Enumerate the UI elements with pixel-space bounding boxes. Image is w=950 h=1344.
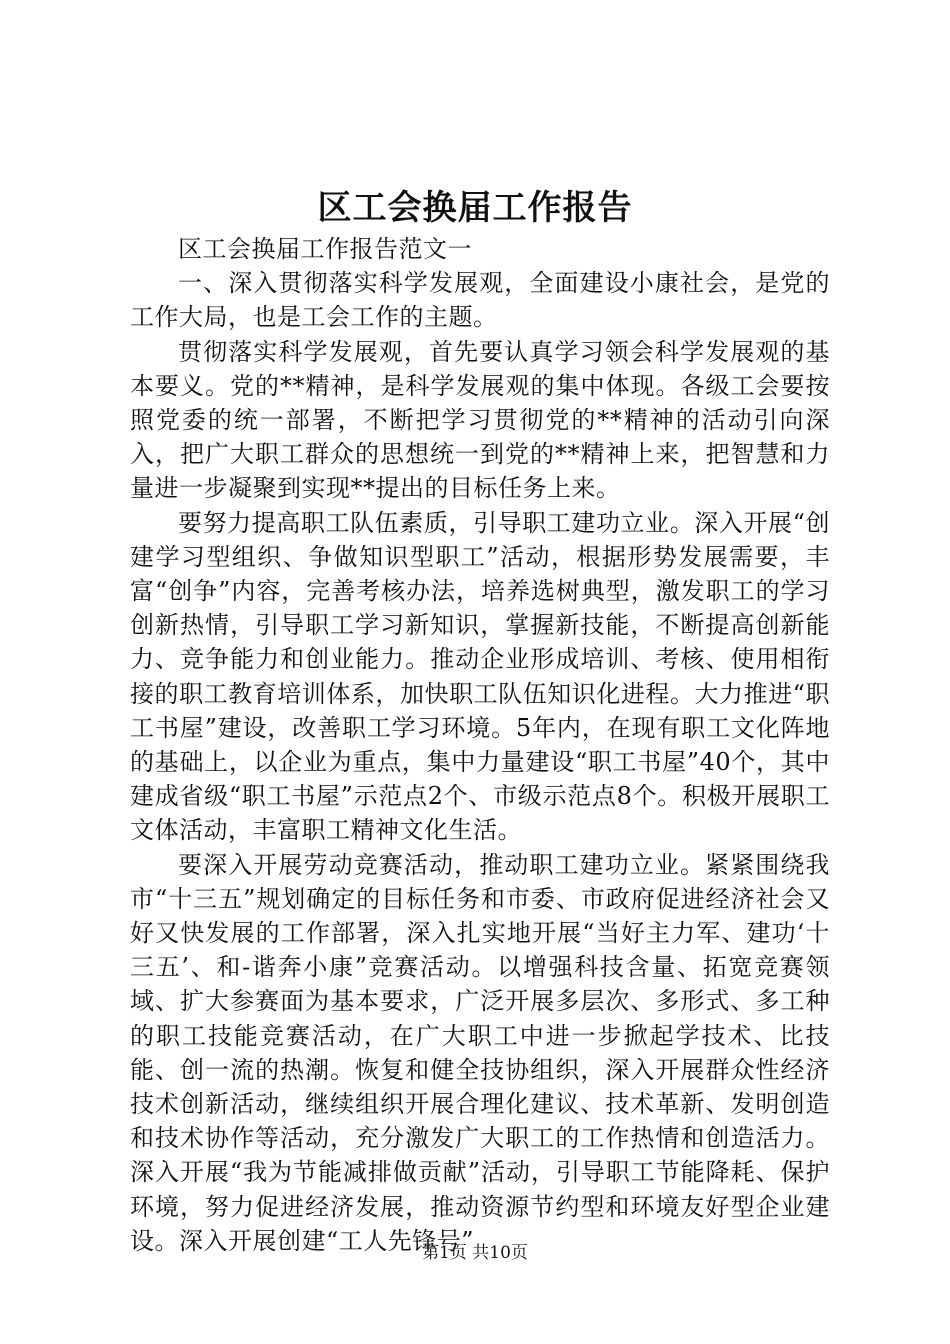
paragraph-3: 要努力提高职工队伍素质，引导职工建功立业。深入开展“创建学习型组织、争做知识型职工”活动，根据形势发展需要，丰富“创争”内容，完善考核办法，培养选树典型，激发职工的学习创新热情，引导职工学习新知识，掌握新技能，不断提高创新能力、竞争能力和创业能力。推动企业形成培训、考核、使用相衔接的职工教育培训体系，加快职工队伍知识化进程。大力推进“职工书屋”建设，改善职工学习环境。5年内，在现有职工文化阵地的基础上，以企业为重点，集中力量建设“职工书屋”40个，其中建成省级“职工书屋”示范点2个、市级示范点8个。积极开展职工文体活动，丰富职工精神文化生活。 xyxy=(130,508,830,845)
document-title: 区工会换届工作报告 xyxy=(317,188,633,228)
paragraph-subtitle: 区工会换届工作报告范文一 xyxy=(178,235,472,263)
page-number-footer: 第1页 共10页 xyxy=(422,1243,528,1263)
paragraph-1: 一、深入贯彻落实科学发展观，全面建设小康社会，是党的工作大局，也是工会工作的主题。 xyxy=(130,269,830,332)
document-body xyxy=(130,232,830,1258)
paragraph-4: 要深入开展劳动竞赛活动，推动职工建功立业。紧紧围绕我市“十三五”规划确定的目标任务和市委、市政府促进经济社会又好又快发展的工作部署，深入扎实地开展“当好主力军、建功‘十三五’、和-谐奔小康”竞赛活动。以增强科技含量、拓宽竞赛领域、扩大参赛面为基本要求，广泛开展多层次、多形式、多工种的职工技能竞赛活动，在广大职工中进一步掀起学技术、比技能、创一流的热潮。恢复和健全技协组织，深入开展群众性经济技术创新活动，继续组织开展合理化建议、技术革新、发明创造和技术协作等活动，充分激发广大职工的工作热情和创造活力。深入开展“我为节能减排做贡献”活动，引导职工节能降耗、保护环境，努力促进经济发展，推动资源节约型和环境友好型企业建设。深入开展创建“工人先锋号” xyxy=(130,850,830,1255)
paragraph-2: 贯彻落实科学发展观，首先要认真学习领会科学发展观的基本要义。党的**精神，是科学发展观的集中体现。各级工会要按照党委的统一部署，不断把学习贯彻党的**精神的活动引向深入，把广大职工群众的思想统一到党的**精神上来，把智慧和力量进一步凝聚到实现**提出的目标任务上来。 xyxy=(130,337,830,503)
